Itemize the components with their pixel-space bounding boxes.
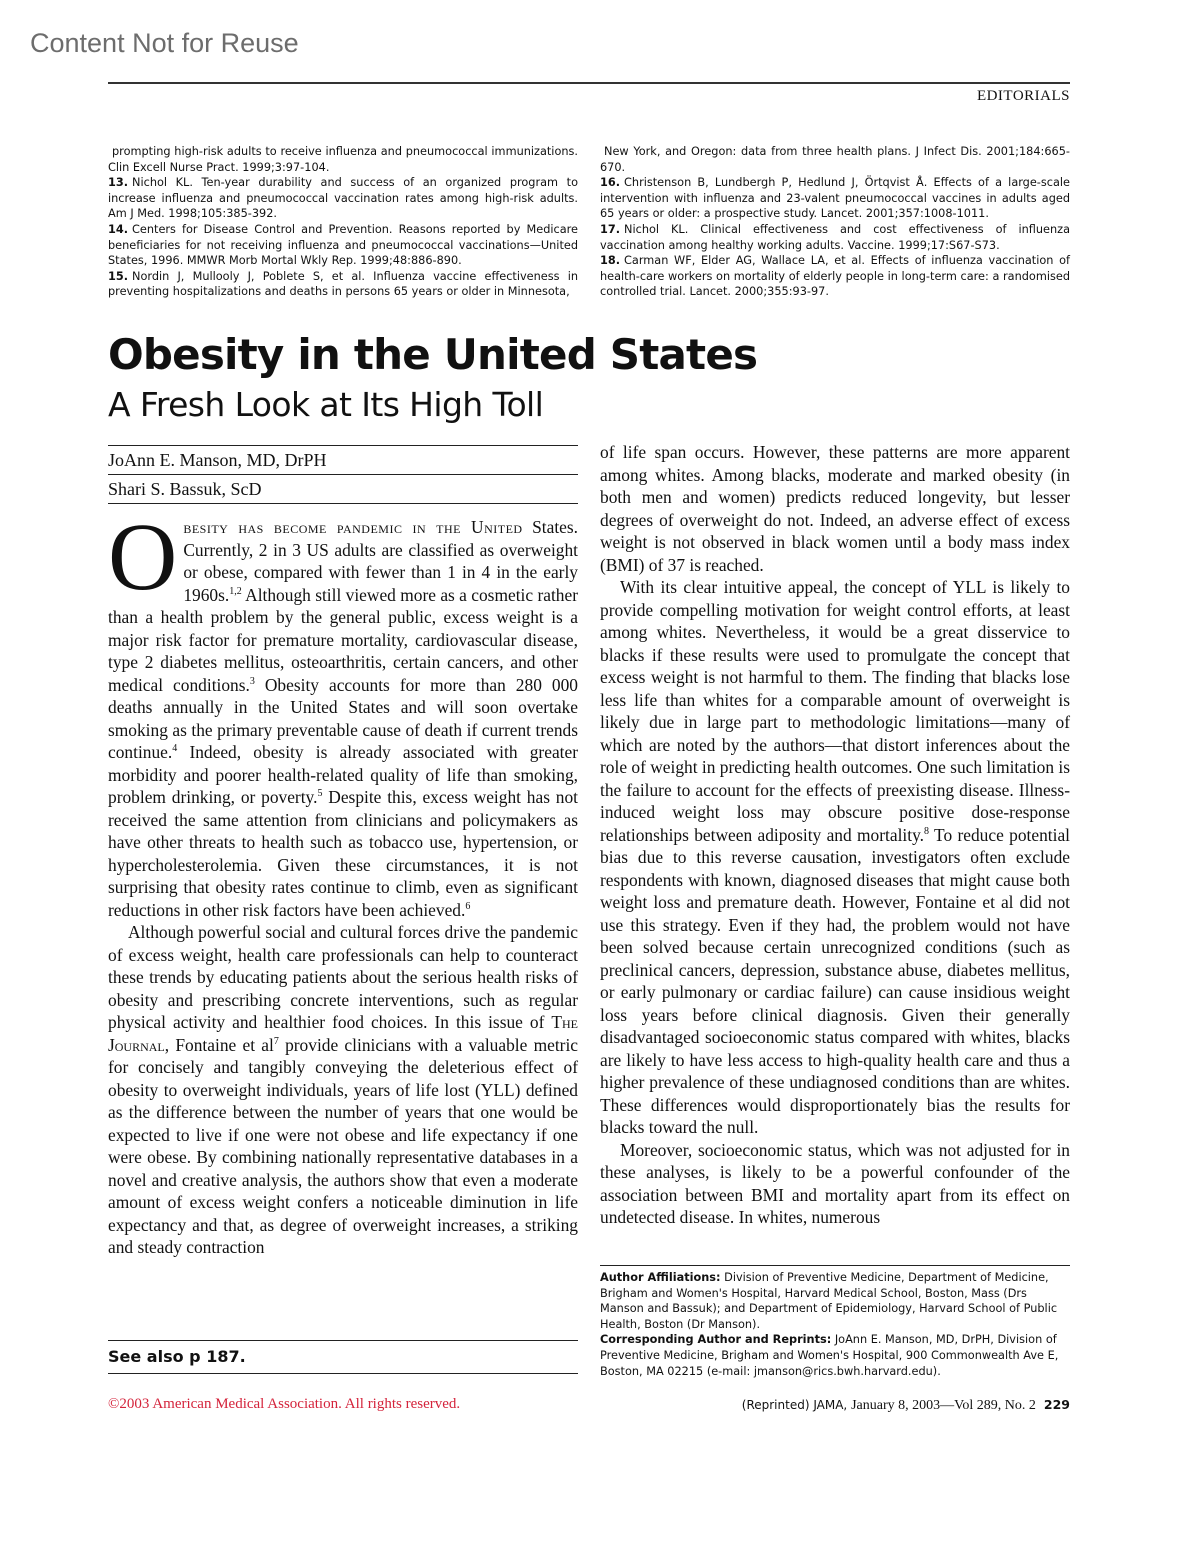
- body-paragraph: of life span occurs. However, these patterns are more apparent among whites. Among blacks, moderate and marked obesity (in both men and women) predicts reduced longevity, but lesser degrees of overweight do not. Indeed, an adverse effect of excess weight is not observed in black women until a body mass index (BMI) of 37 is reached.: [600, 442, 1070, 575]
- body-paragraph: With its clear intuitive appeal, the concept of YLL is likely to provide compelling motivation for weight control efforts, at least among whites. Nevertheless, it would be a great disservice to blacks if these results were used to promulgate the concept that excess weight is not harmful to them. The finding that blacks lose less life than whites for a comparable amount of overweight is likely due in large part to methodologic limitations—many of which are noted by the authors—that distort inferences about the role of weight in predicting health outcomes. One such limitation is the failure to account for the effects of preexisting disease. Illness-induced weight loss may obscure positive dose-response relationships between adiposity and mortality.$^8$ To reduce potential bias due to this reverse causation, investigators often exclude respondents with known, diagnosed diseases that might cause both weight loss and premature death. However, Fontaine et al did not use this strategy. Even if they had, the problem would not have been solved because certain unrecognized conditions (such as preclinical cancers, depression, substance abuse, diabetes mellitus, or early pulmonary or cardiac failure) can cause insidious weight loss years before clinical diagnosis. Given their generally disadvantaged socioeconomic status compared with whites, blacks are likely to have less access to high-quality health care and thus a higher prevalence of these undiagnosed conditions than are whites. These differences would disproportionately bias the results for blacks toward the null.: [600, 577, 1071, 1137]
- reference-item: 17. Nichol KL. Clinical effectiveness and cost effectiveness of influenza vaccination among healthy working adults. Vaccine. 1999;17:S67-S73.: [600, 222, 1070, 252]
- copyright-notice: ©2003 American Medical Association. All rights reserved.: [108, 1396, 461, 1412]
- reference-item: 16. Christenson B, Lundbergh P, Hedlund J, Örtqvist Å. Effects of a large-scale intervention with influenza and 23-valent pneumococcal vaccines in adults aged 65 years or older: a prospective study. Lancet. 2001;357:1008-1011.: [600, 176, 1070, 221]
- page-number: 229: [1043, 1397, 1070, 1412]
- author-name: JoAnn E. Manson, MD, DrPH: [108, 445, 578, 474]
- reference-item: 13. Nichol KL. Ten-year durability and success of an organized program to increase influenza and pneumococcal vaccination rates among high-risk adults. Am J Med. 1998;105:385-392.: [108, 176, 578, 221]
- references-left-column: [108, 144, 578, 300]
- page-footer: (Reprinted) JAMA, January 8, 2003—Vol 289, No. 2 229: [741, 1397, 1070, 1413]
- body-paragraph: Obesity has become pandemic in the United States. Currently, 2 in 3 US adults are classified as overweight or obese, compared with fewer than 1 in 4 in the early 1960s.$^{1,2}$ Although still viewed more as a cosmetic rather than a health problem by the general public, excess weight is a major risk factor for premature mortality, cardiovascular disease, type 2 diabetes mellitus, osteoarthritis, certain cancers, and other medical conditions.$^3$ Obesity accounts for more than 280 000 deaths annually in the United States and will soon overtake smoking as the primary preventable cause of death if current trends continue.$^4$ Indeed, obesity is already associated with greater morbidity and poorer health-related quality of life than smoking, problem drinking, or poverty.$^5$ Despite this, excess weight has not received the same attention from clinicians and policymakers as have other threats to health such as tobacco use, hypertension, or hypercholesterolemia. Given these circumstances, it is not surprising that obesity rates continue to climb, even as significant reductions in other risk factors have been achieved.$^6$: [108, 503, 578, 920]
- author-list: [108, 445, 578, 504]
- body-paragraph: Although powerful social and cultural forces drive the pandemic of excess weight, health care professionals can help to counteract these trends by educating patients about the serious health risks of obesity and prescribing concrete interventions, such as regular physical activity and healthier food choices. In this issue of The Journal, Fontaine et $al^7$ provide clinicians with a valuable metric for concisely and tangibly conveying the deleterious effect of obesity to overweight individuals, years of life lost (YLL) defined as the difference between the number of years that one would be expected to live if one were not obese and life expectancy if one were obese. By combining nationally representative databases in a novel and creative analysis, the authors show that even a moderate amount of excess weight confers a noticeable diminution in life expectancy and that, as degree of overweight increases, a striking and steady contraction: [108, 922, 579, 1257]
- reference-item: 14. Centers for Disease Control and Prevention. Reasons reported by Medicare beneficiaries for not receiving influenza and pneumococcal vaccinations—United States, 1996. MMWR Morb Mortal Wkly Rep. 1999;48:886-890.: [108, 222, 578, 268]
- body-paragraph: Moreover, socioeconomic status, which was not adjusted for in these analyses, is likely to be a powerful confounder of the association between BMI and mortality apart from its effect on undetected disease. In whites, numerous: [600, 1139, 1070, 1227]
- section-label: EDITORIALS: [976, 88, 1070, 104]
- author-name: Shari S. Bassuk, ScD: [108, 474, 578, 504]
- see-also-note: See also p 187.: [108, 1340, 578, 1374]
- drop-cap: O: [108, 503, 178, 610]
- watermark: Content Not for Reuse: [30, 28, 299, 58]
- header-rule: [108, 82, 1070, 84]
- reference-item: New York, and Oregon: data from three health plans. J Infect Dis. 2001;184:665-670.: [600, 145, 1070, 174]
- body-column-left: [108, 503, 579, 1259]
- article-title: Obesity in the United States: [108, 330, 758, 379]
- article-subtitle: A Fresh Look at Its High Toll: [108, 385, 544, 424]
- author-affiliations: Author Affiliations: Division of Preventive Medicine, Department of Medicine, Brigham and Women's Hospital, Harvard Medical School, Boston, Mass (Drs Manson and Bassuk); and Department of Epidemiology, Harvard School of Public Health, Boston (Dr Manson). Corresponding Author and Reprints: JoAnn E. Manson, MD, DrPH, Division of Preventive Medicine, Brigham and Women's Hospital, 900 Commonwealth Ave E, Boston, MA 02215 (e-mail: jmanson@rics.bwh.harvard.edu).: [600, 1265, 1070, 1379]
- references-right-column: [600, 144, 1070, 300]
- body-column-right: [600, 441, 1070, 1229]
- reference-item: prompting high-risk adults to receive influenza and pneumococcal immunizations. Clin Excell Nurse Pract. 1999;3:97-104.: [108, 145, 578, 174]
- reference-item: 15. Nordin J, Mullooly J, Poblete S, et al. Influenza vaccine effectiveness in preventing hospitalizations and deaths in persons 65 years or older in Minnesota,: [108, 269, 578, 299]
- reference-item: 18. Carman WF, Elder AG, Wallace LA, et al. Effects of influenza vaccination of health-care workers on mortality of elderly people in long-term care: a randomised controlled trial. Lancet. 2000;355:93-97.: [600, 254, 1070, 299]
